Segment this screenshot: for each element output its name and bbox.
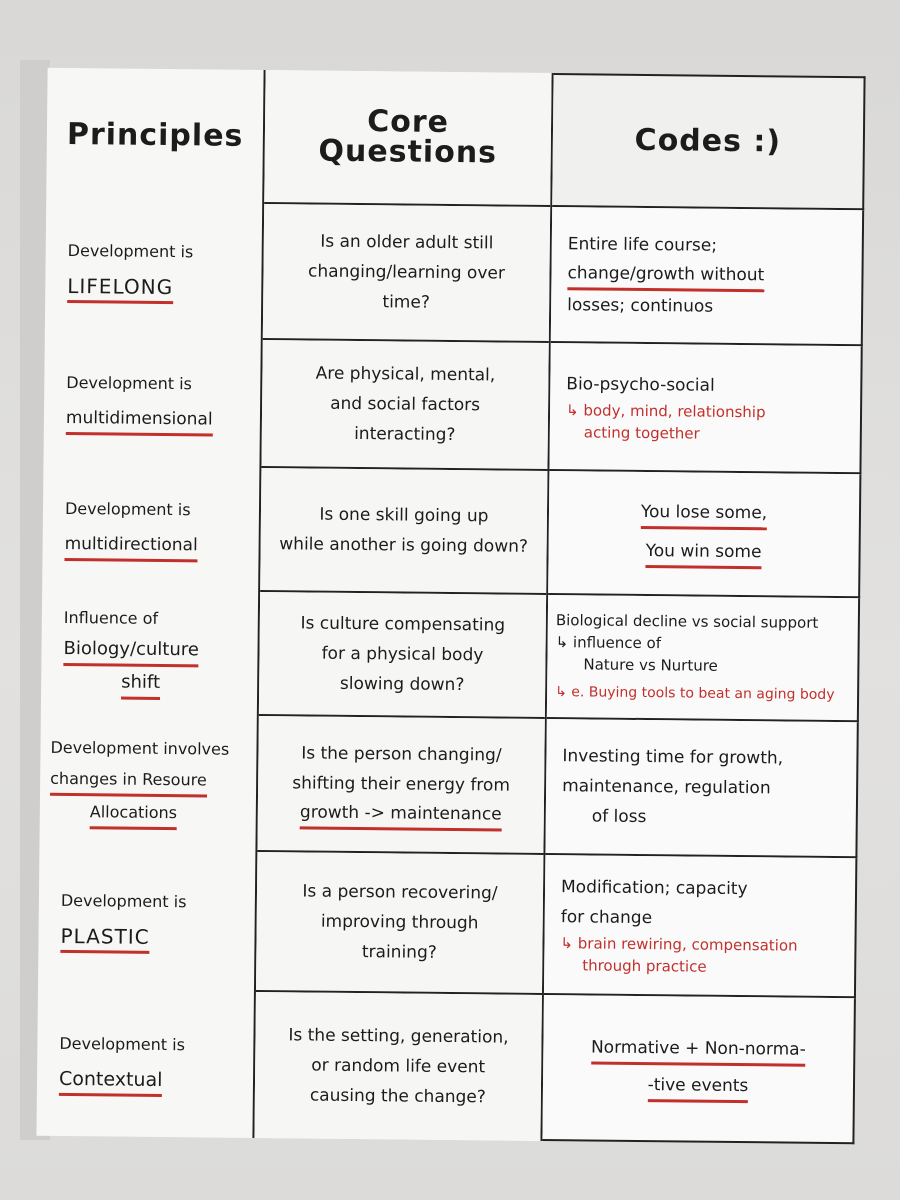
question-row-3 <box>260 468 547 595</box>
question-line: or random life event <box>311 1055 486 1078</box>
principles-header-text: Principles <box>66 116 244 154</box>
principle-text: Influence of <box>63 607 159 628</box>
question-line-underlined: growth -> maintenance <box>300 798 502 831</box>
codes-line: Modification; capacity <box>560 877 748 900</box>
questions-header-text: Core Questions <box>318 104 498 171</box>
codes-row-5 <box>545 719 858 858</box>
principle-row-1 <box>45 202 262 340</box>
codes-line: Bio-psycho-social <box>566 374 715 396</box>
codes-red-note: through practice <box>582 956 707 976</box>
codes-header-text: Codes :) <box>634 122 782 160</box>
principle-keyword: multidimensional <box>66 403 213 436</box>
principle-row-7 <box>36 990 254 1138</box>
principle-row-3 <box>42 466 259 592</box>
codes-line-underlined: You lose some, <box>641 498 768 530</box>
principle-text: Development involves <box>50 737 230 759</box>
principle-row-4 <box>41 590 258 716</box>
question-line: slowing down? <box>339 673 465 696</box>
codes-line: Nature vs Nurture <box>583 655 718 675</box>
codes-line: Entire life course; <box>567 233 718 256</box>
question-row-1 <box>263 204 550 343</box>
principle-keyword: LIFELONG <box>67 271 173 303</box>
question-line: for a physical body <box>321 643 484 666</box>
question-row-7 <box>254 992 542 1141</box>
question-line: Is the setting, generation, <box>288 1025 509 1048</box>
principle-text: Development is <box>59 1033 186 1054</box>
principle-text: Development is <box>60 890 187 911</box>
principle-row-6 <box>38 850 255 992</box>
question-line: improving through <box>320 911 479 934</box>
question-line: Is one skill going up <box>319 504 489 527</box>
codes-row-6 <box>544 855 857 998</box>
principle-row-5 <box>39 714 256 852</box>
codes-row-2 <box>549 343 862 474</box>
codes-row-4 <box>547 595 860 722</box>
question-line: training? <box>361 942 437 963</box>
question-line: Is a person recovering/ <box>302 881 498 904</box>
codes-line-underlined: Normative + Non-norma- <box>591 1033 806 1066</box>
question-line: and social factors <box>330 393 481 416</box>
principles-column <box>36 68 263 1138</box>
codes-red-note: ↳ body, mind, relationship <box>565 401 766 422</box>
codes-line: ↳ influence of <box>555 633 662 653</box>
question-line: Are physical, mental, <box>315 363 496 386</box>
question-line: while another is going down? <box>279 534 529 557</box>
principle-text: Development is <box>66 372 193 393</box>
codes-header <box>552 73 865 210</box>
principle-keyword: Allocations <box>90 798 178 830</box>
codes-line: Biological decline vs social support <box>555 611 819 632</box>
principle-text: Development is <box>64 498 191 519</box>
question-row-6 <box>256 852 543 995</box>
question-line: interacting? <box>354 423 456 446</box>
principle-keyword: shift <box>121 669 160 700</box>
codes-line-underlined: -tive events <box>647 1071 748 1103</box>
principle-keyword: multidirectional <box>64 529 197 561</box>
principle-keyword: changes in Resoure <box>50 765 207 798</box>
codes-red-note: ↳ brain rewiring, compensation <box>560 934 798 955</box>
codes-line: Investing time for growth, <box>562 746 784 769</box>
question-line: changing/learning over <box>307 261 505 284</box>
question-row-4 <box>259 592 546 719</box>
codes-column <box>542 73 865 1144</box>
principle-text: Development is <box>67 240 194 261</box>
codes-row-3 <box>548 471 861 598</box>
worksheet-table <box>36 68 865 1147</box>
question-line: Is culture compensating <box>300 613 506 636</box>
questions-header <box>264 70 551 207</box>
principle-row-2 <box>43 338 260 468</box>
codes-row-1 <box>551 207 864 346</box>
question-line: Is an older adult still <box>320 231 494 254</box>
codes-red-note: acting together <box>583 423 700 443</box>
codes-line: for change <box>560 907 653 929</box>
codes-line: losses; continuos <box>567 294 714 317</box>
question-line: time? <box>382 292 431 313</box>
question-row-5 <box>257 716 544 855</box>
questions-column <box>252 70 553 1141</box>
principles-header <box>46 68 263 204</box>
question-line: shifting their energy from <box>292 772 511 796</box>
codes-line: maintenance, regulation <box>562 776 771 799</box>
codes-row-7 <box>542 995 856 1144</box>
question-line: Is the person changing/ <box>301 742 502 766</box>
principle-keyword: Contextual <box>59 1064 163 1096</box>
codes-line-underlined: You win some <box>646 537 762 569</box>
question-line: causing the change? <box>309 1085 486 1108</box>
question-row-2 <box>261 340 548 471</box>
codes-line-underlined: change/growth without <box>567 259 764 292</box>
codes-line: of loss <box>591 806 647 828</box>
principle-keyword: Biology/culture <box>63 635 199 667</box>
codes-red-note: ↳ e. Buying tools to beat an aging body <box>555 684 835 704</box>
principle-keyword: PLASTIC <box>60 921 149 953</box>
